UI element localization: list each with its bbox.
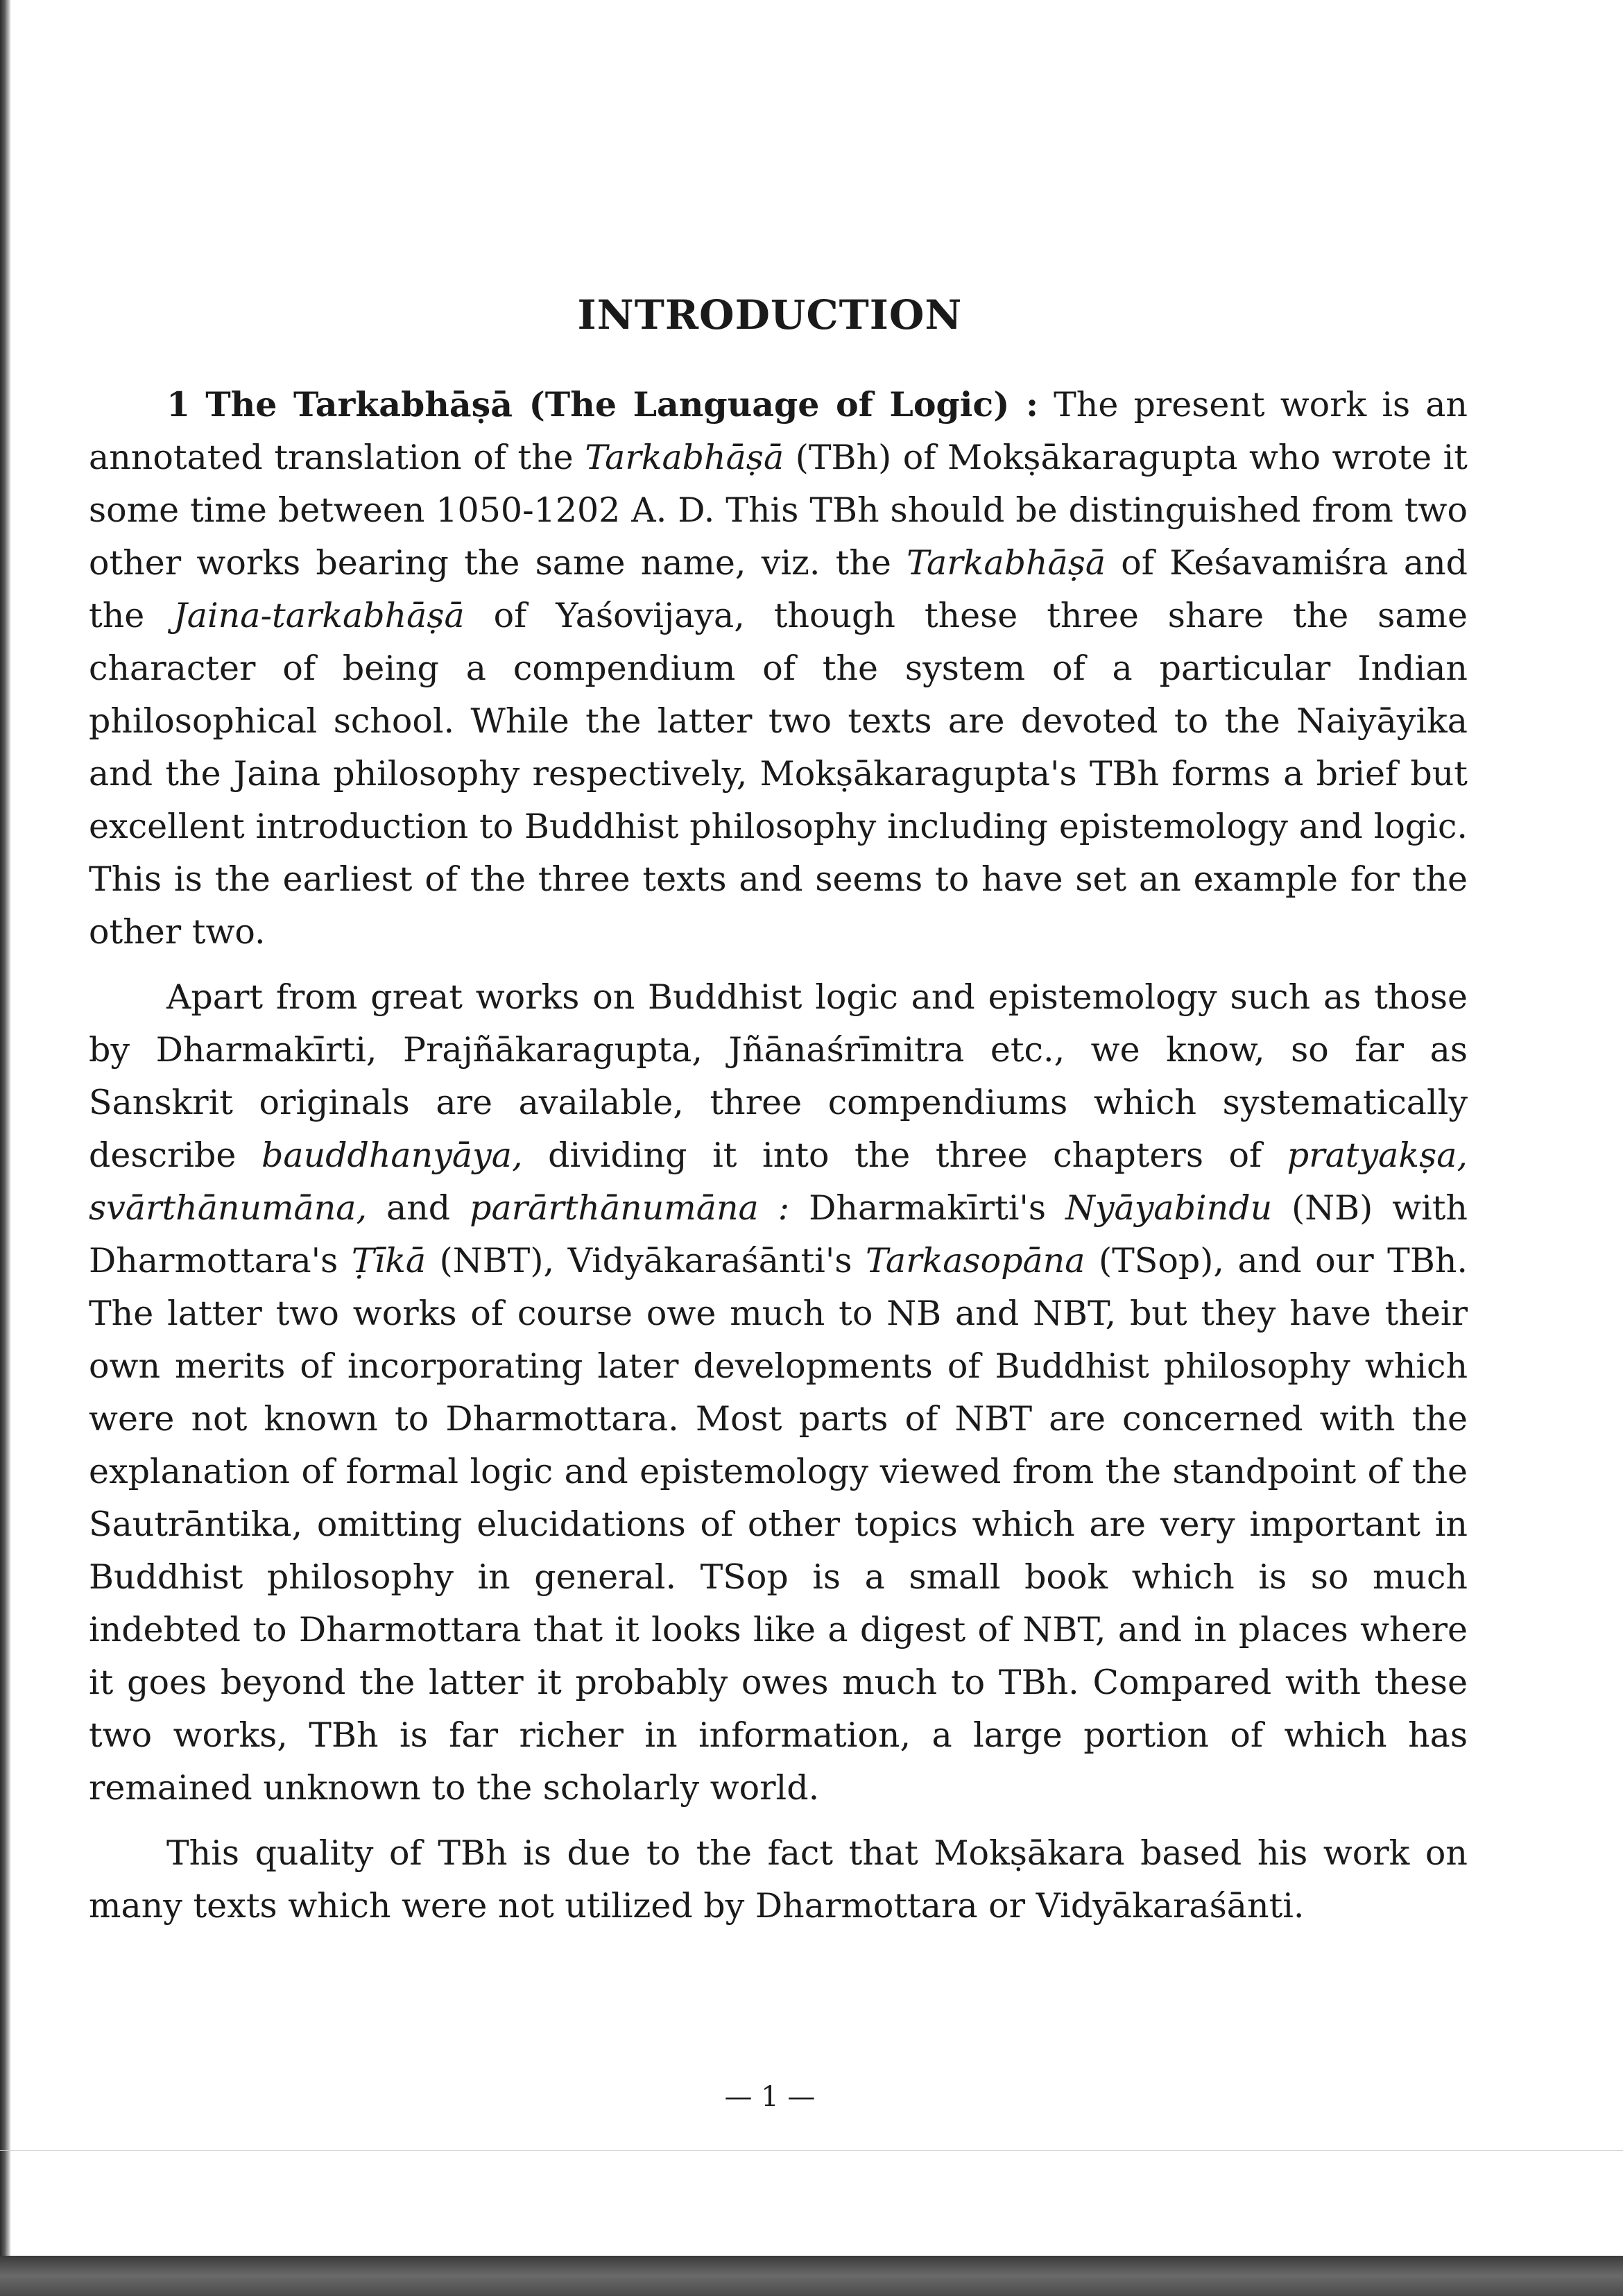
p2-italic-bauddhanyaya: bauddhanyāya, bbox=[261, 1136, 523, 1175]
p2-italic-tarkasopana: Tarkasopāna bbox=[866, 1241, 1085, 1280]
p2-italic-nyayabindu: Nyāyabindu bbox=[1065, 1188, 1273, 1228]
page-number: — 1 — bbox=[724, 2081, 816, 2113]
section-number: 1 bbox=[166, 384, 191, 425]
p2-italic-pratyaksa: pratyakṣa, svārthānumāna, bbox=[89, 1136, 1468, 1228]
p2-text-7: (TSop), and our TBh. The latter two works of course owe much to NB and NBT, but they have their own merits of incorporating later developments of Buddhist philosophy which were not known to Dharmottara. Most parts of NBT are concerned with the explanation of formal logic and epistemology viewed from the standpoint of the Sautrāntika, omitting elucidations of other topics which are very important in Buddhist philosophy in general. TSop is a small book which is so much indebted to Dharmottara that it looks like a digest of NBT, and in places where it goes beyond the latter it probably owes much to TBh. Compared with these two works, TBh is far richer in information, a large portion of which has remained unknown to the scholarly world. bbox=[89, 1241, 1468, 1808]
paragraph-2 bbox=[89, 971, 1468, 1815]
scan-left-edge bbox=[0, 0, 11, 2296]
p2-text-5: (NB) with Dharmottara's bbox=[89, 1188, 1468, 1280]
p1-text-2: (TBh) of Mokṣākaragupta who wrote it some time between 1050-1202 A. D. This TBh should be distinguished from two other works bearing the same name, viz. the bbox=[89, 438, 1468, 583]
p1-italic-jaina-tarkabhasa: Jaina-tarkabhāṣā bbox=[173, 596, 465, 635]
p2-text-2: dividing it into the three chapters of bbox=[522, 1136, 1287, 1175]
paragraph-1 bbox=[89, 378, 1468, 959]
p2-italic-pararthanumana: parārthānumāna : bbox=[470, 1188, 790, 1228]
p2-text-3: and bbox=[367, 1188, 470, 1228]
p2-text-6: (NBT), Vidyākaraśānti's bbox=[426, 1241, 866, 1280]
p3-text-1: This quality of TBh is due to the fact that Mokṣākara based his work on many texts which were not utilized by Dharmottara or Vidyākaraśānti. bbox=[89, 1833, 1468, 1926]
p2-text-4: Dharmakīrti's bbox=[789, 1188, 1065, 1228]
p1-text-1: The present work is an annotated translation of the bbox=[89, 385, 1468, 477]
paragraph-3 bbox=[89, 1827, 1468, 1933]
p2-text-1: Apart from great works on Buddhist logic and epistemology such as those by Dharmakīrti, Prajñākaragupta, Jñānaśrīmitra etc., we know, so far as Sanskrit originals are available, three compendiums which systematically describe bbox=[89, 977, 1468, 1175]
p1-italic-tarkabhasa: Tarkabhāṣā bbox=[585, 438, 784, 477]
page-heading: INTRODUCTION bbox=[577, 291, 963, 339]
p1-text-3: of Keśavamiśra and the bbox=[89, 543, 1468, 635]
scan-bottom-rule bbox=[0, 2150, 1623, 2151]
body-text bbox=[89, 378, 1468, 1945]
scan-bottom-band bbox=[0, 2256, 1623, 2296]
section-title: The Tarkabhāṣā (The Language of Logic) : bbox=[205, 384, 1039, 425]
p1-text-4: of Yaśovijaya, though these three share the same character of being a compendium of the system of a particular Indian philosophical school. While the latter two texts are devoted to the Naiyāyika and the Jaina philosophy respectively, Mokṣākaragupta's TBh forms a brief but excellent introduction to Buddhist philosophy including epistemology and logic. This is the earliest of the three texts and seems to have set an example for the other two. bbox=[89, 596, 1468, 952]
p2-italic-tika: Ṭīkā bbox=[351, 1241, 427, 1280]
p1-italic-tarkabhasa-2: Tarkabhāṣā bbox=[907, 543, 1106, 583]
